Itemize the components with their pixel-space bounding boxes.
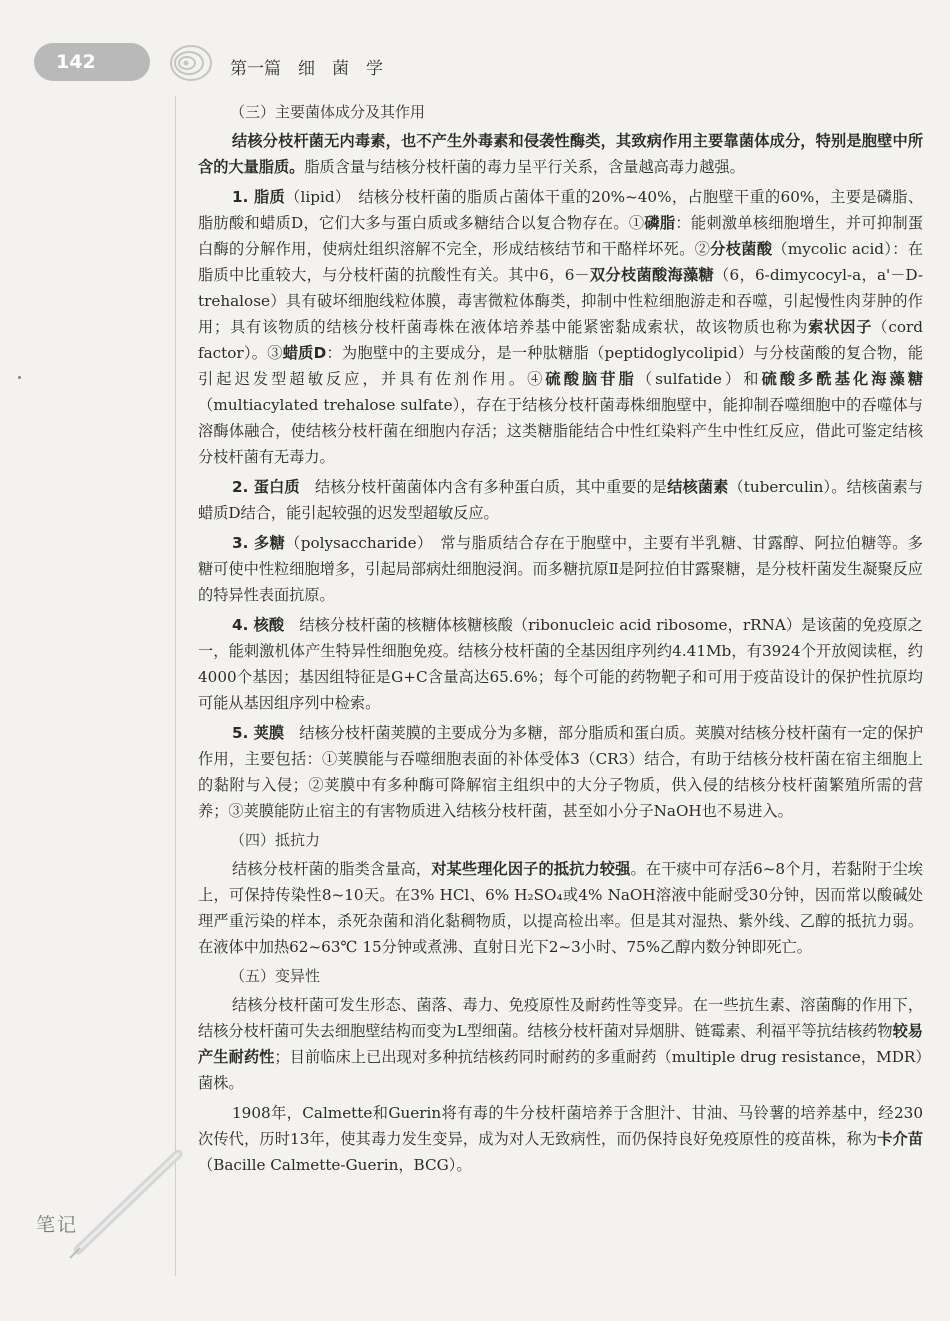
- intro-text: 脂质含量与结核分枝杆菌的毒力呈平行关系，含量越高毒力越强。: [304, 158, 745, 176]
- paragraph-protein: [198, 474, 923, 526]
- lipid-term-trehalose: 双分枝菌酸海藻糖: [589, 266, 715, 284]
- paragraph-variation: [198, 992, 923, 1096]
- margin-divider: [175, 96, 176, 1276]
- lipid-term-mycolic-acid: 分枝菌酸: [710, 240, 773, 258]
- swirl-logo-icon: [168, 41, 214, 85]
- paragraph-intro: [198, 128, 923, 180]
- bcg-text-1: 1908年，Calmette和Guerin将有毒的牛分枝杆菌培养于含胆汁、甘油、马铃薯的培养基中，经230次传代，历时13年，使其毒力发生变异，成为对人无致病性，而仍保持良好免疫原性的疫苗株，称为: [198, 1104, 923, 1148]
- notes-label: 笔记: [36, 1214, 79, 1236]
- lipid-text-3: （mycolic acid）：在脂质中比重较大，与分枝杆菌的抗酸性有关。其中6，6－: [198, 240, 923, 284]
- page-header: [0, 0, 950, 100]
- polysaccharide-text: （polysaccharide） 常与脂质结合存在于胞壁中，主要有半乳糖、甘露醇、阿拉伯糖等。多糖可使中性粒细胞增多，引起局部病灶细胞浸润。而多糖抗原Ⅱ是阿拉伯甘露聚糖，是分枝杆菌发生凝聚反应的特异性表面抗原。: [198, 534, 923, 604]
- pen-icon: [58, 1150, 188, 1260]
- lipid-text-8: （multiacylated trehalose sulfate），存在于结核分枝杆菌毒株细胞壁中，能抑制吞噬细胞中的吞噬体与溶酶体融合，使结核分枝杆菌在细胞内存活；这类糖脂能结合中性红染料产生中性红反应，借此可鉴定结核分枝杆菌有无毒力。: [198, 396, 923, 466]
- capsule-title: 5. 荚膜: [232, 724, 285, 742]
- paragraph-resistance: [198, 856, 923, 960]
- section-heading-components: （三）主要菌体成分及其作用: [230, 103, 426, 121]
- section-heading-variation: （五）变异性: [230, 967, 321, 985]
- protein-text-1: 结核分枝杆菌菌体内含有多种蛋白质，其中重要的是: [299, 478, 668, 496]
- paragraph-lipid: [198, 184, 923, 470]
- lipid-text-7: （sulfatide）和: [636, 370, 762, 388]
- lipid-text-1: （lipid） 结核分枝杆菌的脂质占菌体干重的20%~40%，占胞壁干重的60%，主要是磷脂、脂肪酸和蜡质D，它们大多与蛋白质或多糖结合以复合物存在。①: [198, 188, 924, 232]
- paragraph-nucleic-acid: [198, 612, 923, 716]
- paragraph-polysaccharide: [198, 530, 923, 608]
- page-number: 142: [34, 43, 150, 81]
- paragraph-capsule: [198, 720, 923, 824]
- protein-text-2: （tuberculin）。结核菌素与蜡质D结合，能引起较强的迟发型超敏反应。: [198, 478, 924, 522]
- main-content: [198, 96, 923, 1178]
- bcg-term: 卡介苗: [877, 1130, 924, 1148]
- paragraph-bcg: [198, 1100, 923, 1178]
- lipid-term-sulfate-trehalose: 硫酸多酰基化海藻糖: [761, 370, 924, 388]
- lipid-text-5: （cord factor）。③: [198, 318, 924, 362]
- variation-text-2: ；目前临床上已出现对多种抗结核药同时耐药的多重耐药（multiple drug resistance，MDR）菌株。: [198, 1048, 924, 1092]
- resistance-term: 对某些理化因子的抵抗力较强: [431, 860, 631, 878]
- lipid-text-4: （6，6-dimycocyl-a，a'－D-trehalose）具有破坏细胞线粒体膜，毒害微粒体酶类，抑制中性粒细胞游走和吞噬，引起慢性肉芽肿的作用；具有该物质的结核分枝杆菌毒株在液体培养基中能紧密黏成索状，故该物质也称为: [198, 266, 924, 336]
- lipid-term-cord-factor: 索状因子: [808, 318, 873, 336]
- capsule-text: 结核分枝杆菌荚膜的主要成分为多糖，部分脂质和蛋白质。荚膜对结核分枝杆菌有一定的保护作用，主要包括：①荚膜能与吞噬细胞表面的补体受体3（CR3）结合，有助于结核分枝杆菌在宿主细胞上的黏附与入侵；②荚膜中有多种酶可降解宿主组织中的大分子物质，供入侵的结核分枝杆菌繁殖所需的营养；③荚膜能防止宿主的有害物质进入结核分枝杆菌，甚至如小分子NaOH也不易进入。: [198, 724, 924, 820]
- protein-term-tuberculin: 结核菌素: [667, 478, 729, 496]
- lipid-title: 1. 脂质: [232, 188, 286, 206]
- nucleic-acid-title: 4. 核酸: [232, 616, 285, 634]
- bcg-text-2: （Bacille Calmette-Guerin，BCG）。: [198, 1156, 472, 1174]
- variation-text-1: 结核分枝杆菌可发生形态、菌落、毒力、免疫原性及耐药性等变异。在一些抗生素、溶菌酶的作用下，结核分枝杆菌可失去细胞壁结构而变为L型细菌。结核分枝杆菌对异烟肼、链霉素、利福平等抗结核药物: [198, 996, 923, 1040]
- margin-mark: [18, 376, 21, 379]
- resistance-text-1: 结核分枝杆菌的脂类含量高，: [232, 860, 432, 878]
- polysaccharide-title: 3. 多糖: [232, 534, 286, 552]
- lipid-term-phospholipid: 磷脂: [644, 214, 676, 232]
- section-heading-resistance: （四）抵抗力: [230, 831, 321, 849]
- lipid-term-wax-d: 蜡质D: [282, 344, 327, 362]
- lipid-text-2: ：能刺激单核细胞增生，并可抑制蛋白酶的分解作用，使病灶组织溶解不完全，形成结核结节和干酪样坏死。②: [198, 214, 924, 258]
- lipid-term-sulfatide: 硫酸脑苷脂: [545, 370, 637, 388]
- resistance-text-2: 。在干痰中可存活6~8个月，若黏附于尘埃上，可保持传染性8~10天。在3% HCl、6% H₂SO₄或4% NaOH溶液中能耐受30分钟，因而常以酸碱处理严重污染的样本，杀死杂菌和消化黏稠物质，以提高检出率。但是其对湿热、紫外线、乙醇的抵抗力弱。在液体中加热62~63℃ 15分钟或煮沸、直射日光下2~3小时、75%乙醇内数分钟即死亡。: [198, 860, 923, 956]
- part-title: 第一篇 细 菌 学: [230, 59, 383, 79]
- intro-bold: 结核分枝杆菌无内毒素，也不产生外毒素和侵袭性酶类，其致病作用主要靠菌体成分，特别是胞壁中所含的大量脂质。: [198, 132, 923, 176]
- nucleic-acid-text: 结核分枝杆菌的核糖体核糖核酸（ribonucleic acid ribosome，rRNA）是该菌的免疫原之一，能刺激机体产生特异性细胞免疫。结核分枝杆菌的全基因组序列约4.41Mb，有3924个开放阅读框，约4000个基因；基因组特征是G+C含量高达65.6%；每个可能的药物靶子和可用于疫苗设计的保护性抗原均可能从基因组序列中检索。: [198, 616, 923, 712]
- protein-title: 2. 蛋白质: [232, 478, 300, 496]
- variation-term-resistance: 较易产生耐药性: [198, 1022, 923, 1066]
- lipid-text-6: ：为胞壁中的主要成分，是一种肽糖脂（peptidoglycolipid）与分枝菌酸的复合物，能引起迟发型超敏反应，并具有佐剂作用。④: [198, 344, 924, 388]
